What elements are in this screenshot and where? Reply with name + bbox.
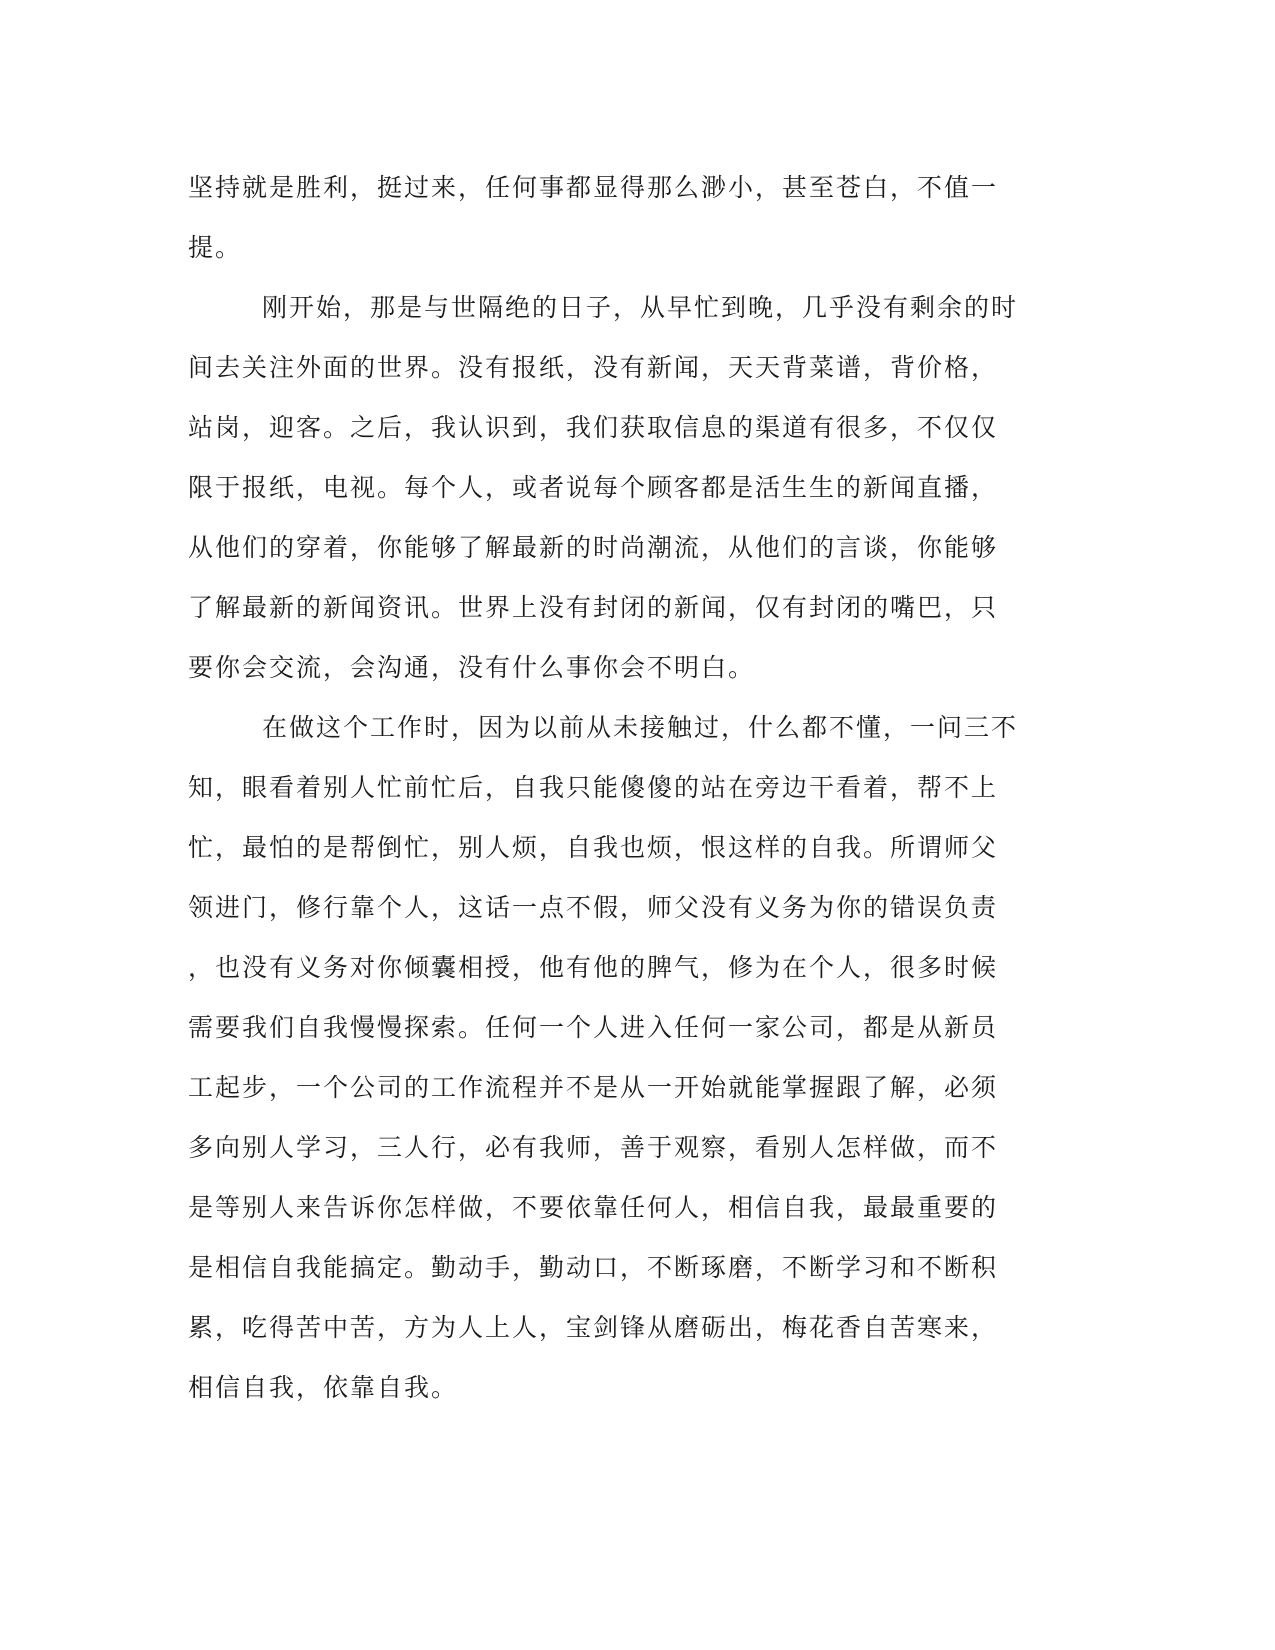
paragraph-line: 知，眼看着别人忙前忙后，自我只能傻傻的站在旁边干看着，帮不上 bbox=[188, 773, 999, 802]
paragraph-line: 是相信自我能搞定。勤动手，勤动口，不断琢磨，不断学习和不断积 bbox=[188, 1253, 999, 1282]
paragraph-line: 忙，最怕的是帮倒忙，别人烦，自我也烦，恨这样的自我。所谓师父 bbox=[188, 833, 999, 862]
paragraph-line: 限于报纸，电视。每个人，或者说每个顾客都是活生生的新闻直播， bbox=[188, 473, 999, 502]
paragraph-line: 站岗，迎客。之后，我认识到，我们获取信息的渠道有很多，不仅仅 bbox=[188, 413, 999, 442]
paragraph-line: 要你会交流，会沟通，没有什么事你会不明白。 bbox=[188, 653, 756, 682]
paragraph-line: 需要我们自我慢慢探索。任何一个人进入任何一家公司，都是从新员 bbox=[188, 1013, 999, 1042]
paragraph-2 bbox=[188, 278, 1088, 698]
paragraph-line: 坚持就是胜利，挺过来，任何事都显得那么渺小，甚至苍白，不值一 bbox=[188, 173, 999, 202]
document-body bbox=[188, 158, 1088, 1418]
paragraph-line: 了解最新的新闻资讯。世界上没有封闭的新闻，仅有封闭的嘴巴，只 bbox=[188, 593, 999, 622]
paragraph-line: 相信自我，依靠自我。 bbox=[188, 1373, 459, 1402]
paragraph-line: 累，吃得苦中苦，方为人上人，宝剑锋从磨砺出，梅花香自苦寒来， bbox=[188, 1313, 999, 1342]
paragraph-line: 领进门，修行靠个人，这话一点不假，师父没有义务为你的错误负责 bbox=[188, 893, 999, 922]
paragraph-3 bbox=[188, 698, 1088, 1418]
paragraph-line: 提。 bbox=[188, 233, 243, 262]
paragraph-line: 多向别人学习，三人行，必有我师，善于观察，看别人怎样做，而不 bbox=[188, 1133, 999, 1162]
paragraph-line: 是等别人来告诉你怎样做，不要依靠任何人，相信自我，最最重要的 bbox=[188, 1193, 999, 1222]
paragraph-line: 工起步，一个公司的工作流程并不是从一开始就能掌握跟了解，必须 bbox=[188, 1073, 999, 1102]
paragraph-line: 从他们的穿着，你能够了解最新的时尚潮流，从他们的言谈，你能够 bbox=[188, 533, 999, 562]
paragraph-line: 刚开始，那是与世隔绝的日子，从早忙到晚，几乎没有剩余的时 bbox=[262, 293, 1019, 322]
paragraph-line: 在做这个工作时，因为以前从未接触过，什么都不懂，一问三不 bbox=[262, 713, 1019, 742]
paragraph-line: 间去关注外面的世界。没有报纸，没有新闻，天天背菜谱，背价格， bbox=[188, 353, 999, 382]
paragraph-1 bbox=[188, 158, 1088, 278]
paragraph-line: ，也没有义务对你倾囊相授，他有他的脾气，修为在个人，很多时候 bbox=[188, 953, 999, 982]
